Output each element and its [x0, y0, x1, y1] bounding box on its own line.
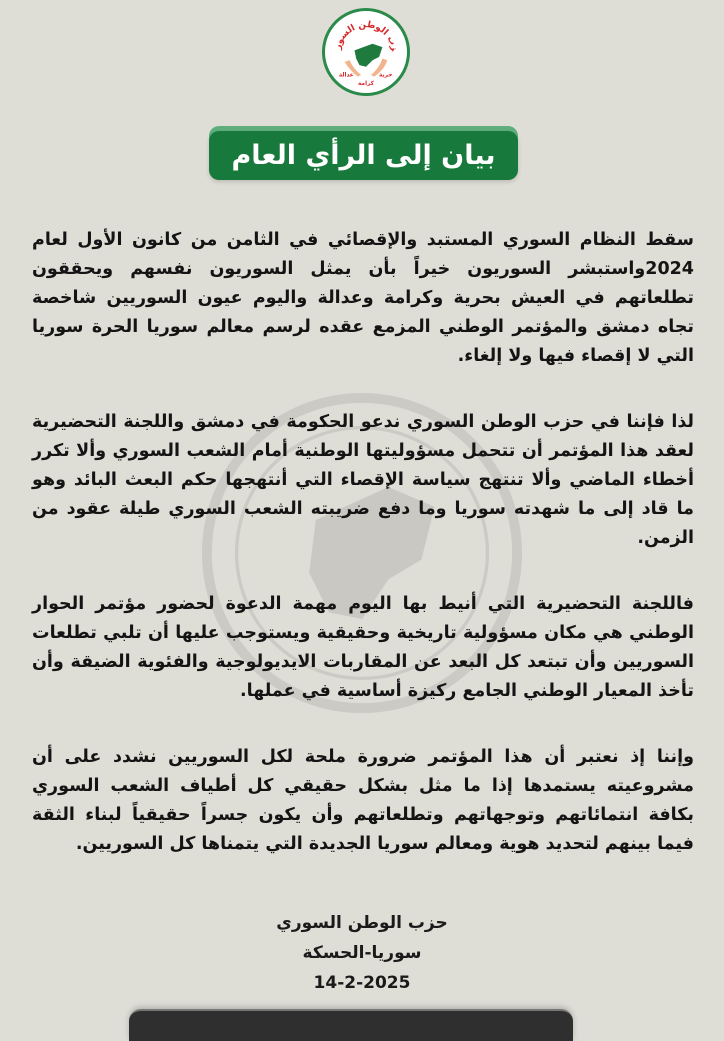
paragraph: لذا فإننا في حزب الوطن السوري ندعو الحكومة في دمشق واللجنة التحضيرية لعقد هذا المؤتمر أن تتحمل مسؤوليتها الوطنية أمام الشعب السوري وألا تكرر أخطاء الماضي وألا تنتهج سياسة الإقصاء التي أنتهجها حكم البعث البائد وهو ما قاد إلى ما شهدته سوريا وما دفع ضريبته الشعب السوري طيلة عقود من الزمن. [32, 412, 694, 548]
syria-map-icon [355, 44, 383, 67]
signature-location: سوريا-الحسكة [302, 943, 422, 963]
paragraph: فاللجنة التحضيرية التي أنيط بها اليوم مهمة الدعوة لحضور مؤتمر الحوار الوطني هي مكان مسؤولية تاريخية وحقيقية ويستوجب عليها أن تلبي تطلعات السوريين وأن تبتعد كل البعد عن المقاربات الايديولوجية والفئوية الضيقة وأن تأخذ المعيار الوطني الجامع ركيزة أساسية في عملها. [32, 594, 694, 701]
logo-word-adala: عدالة [338, 72, 354, 79]
signature-block [0, 908, 724, 998]
signature-organization: حزب الوطن السوري [276, 913, 448, 933]
logo-word-hurriya: حرية [379, 72, 393, 79]
page-title: بيان إلى الرأي العام [209, 131, 518, 180]
party-logo [322, 8, 410, 96]
paragraph: سقط النظام السوري المستبد والإقصائي في الثامن من كانون الأول لعام 2024واستبشر السوريون خيراً بأن يمثل السوريون نفسهم ويحققون تطلعاتهم في العيش بحرية وكرامة وعدالة واليوم عيون السوريين شاخصة تجاه دمشق والمؤتمر الوطني المزمع عقده لرسم معالم سوريا الحرة سوريا التي لا إقصاء فيها ولا إلغاء. [32, 230, 694, 366]
title-badge [209, 126, 518, 180]
paragraph: وإننا إذ نعتبر أن هذا المؤتمر ضرورة ملحة لكل السوريين نشدد على أن مشروعيته يستمدها إذا ما مثل بشكل حقيقي كل أطياف الشعب السوري بكافة انتمائاتهم وتوجهاتهم وتطلعاتهم وأن يكون جسراً حقيقياً لبناء الثقة فيما بينهم لتحديد هوية ومعالم سوريا الجديدة التي يتمناها كل السوريين. [32, 747, 694, 854]
logo-word-karama: كرامة [358, 80, 374, 87]
signature-date: 14-2-2025 [313, 973, 411, 993]
bottom-overlay-bar [129, 1009, 573, 1041]
statement-body [32, 226, 694, 896]
svg-text:حزب الوطن السوري [325, 11, 399, 52]
party-logo-icon [325, 11, 407, 93]
logo-top-text: زب الوطن السور [333, 20, 400, 52]
